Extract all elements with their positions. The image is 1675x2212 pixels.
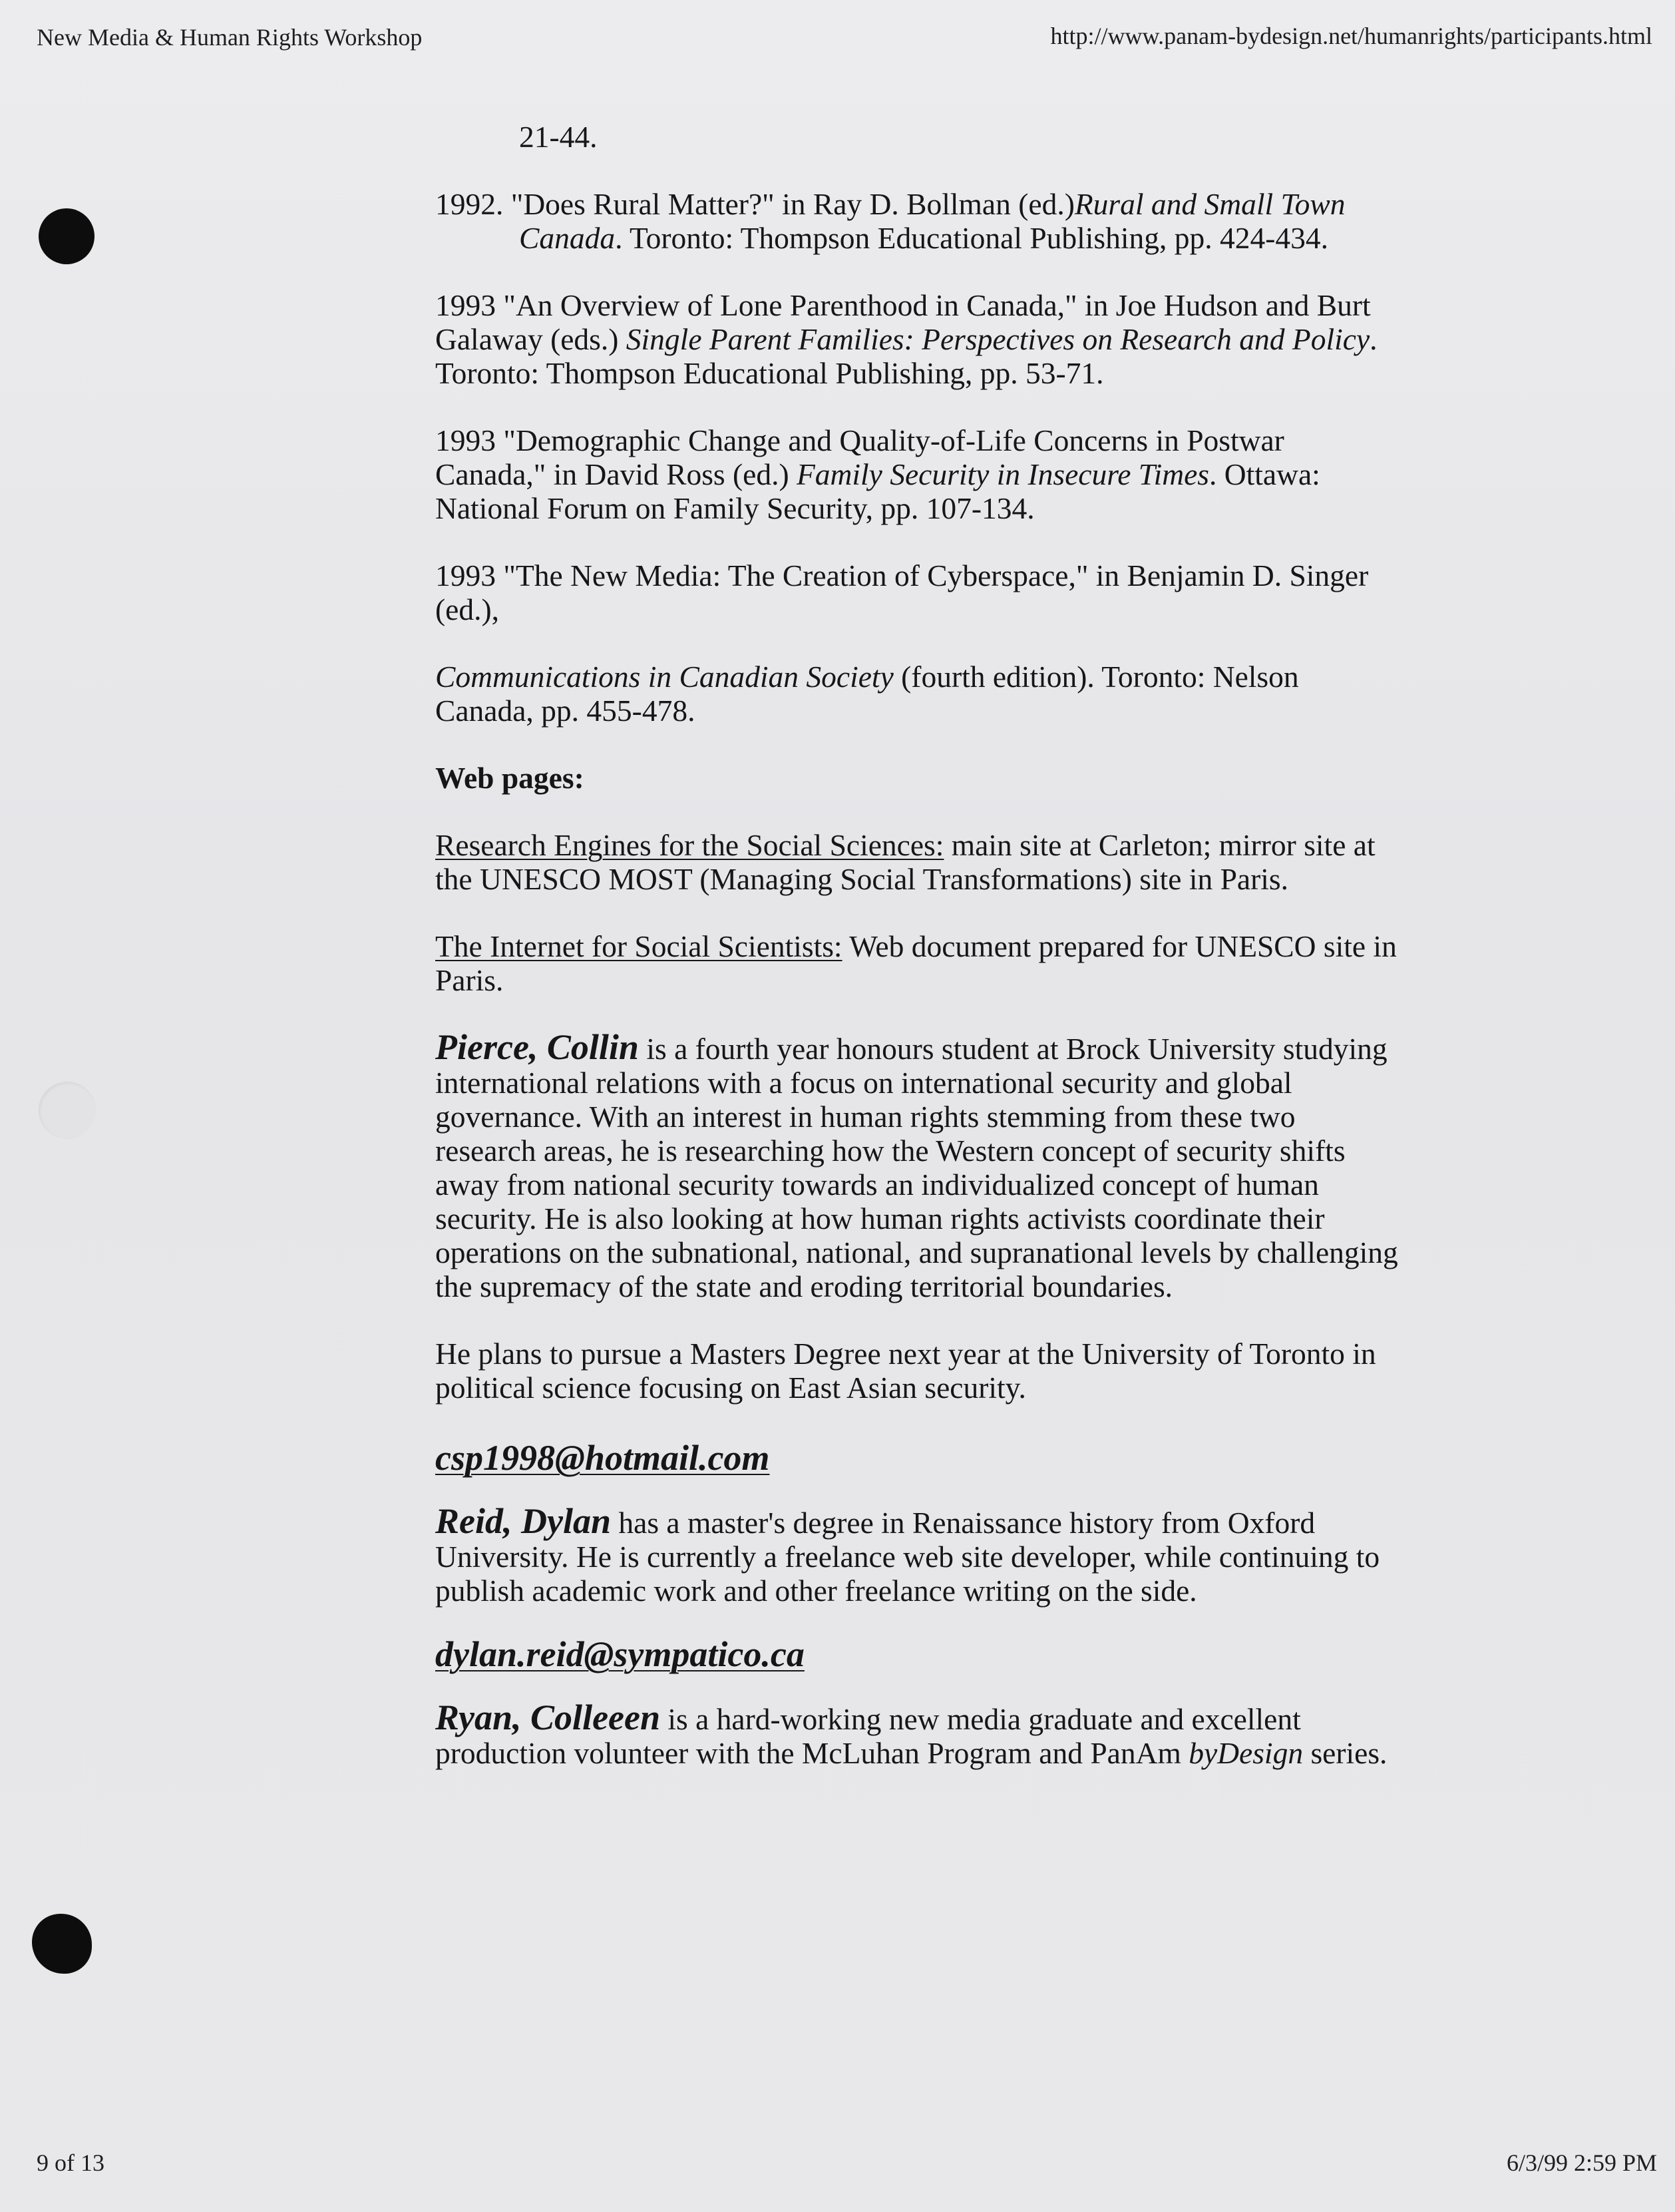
header-site-title: New Media & Human Rights Workshop xyxy=(37,24,423,51)
entry-text: 1993 "Demographic Change and Quality-of-Life Concerns in Postwar Canada," in David Ross (ed.) xyxy=(435,423,1284,491)
bibliography-continuation xyxy=(435,120,1400,154)
participant-email-link[interactable]: csp1998@hotmail.com xyxy=(435,1438,770,1478)
punch-hole-bottom xyxy=(32,1914,92,1974)
participant-ryan xyxy=(435,1697,1400,1770)
document-body xyxy=(435,120,1400,1803)
book-title: Rural and Small Town Canada xyxy=(519,187,1346,255)
entry-text: Web document prepared for UNESCO site in Paris. xyxy=(435,929,1397,997)
entry-text: 1992. "Does Rural Matter?" in Ray D. Bollman (ed.) xyxy=(435,187,1075,221)
book-title: Communications in Canadian Society xyxy=(435,660,894,694)
participant-bio: is a fourth year honours student at Brock University studying international relations with a focus on international security and global governance. With an interest in human rights stemming from these two research areas, he is researching how the Western concept of security shifts away from national security towards an individualized concept of human security. He is also looking at how human rights activists coordinate their operations on the subnational, national, and supranational levels by challenging the supremacy of the state and eroding territorial boundaries. xyxy=(435,1032,1398,1303)
web-page-entry-internet-social-scientists xyxy=(435,929,1400,997)
bibliography-entry-communications xyxy=(435,660,1400,728)
bibliography-entry-demographic-change xyxy=(435,423,1400,525)
participant-reid xyxy=(435,1501,1400,1608)
entry-text: . Toronto: Thompson Educational Publishing, pp. 53-71. xyxy=(435,322,1378,390)
participant-name: Reid, Dylan xyxy=(435,1501,611,1541)
bibliography-entry-new-media xyxy=(435,558,1400,626)
entry-text: . Toronto: Thompson Educational Publishing, pp. 424-434. xyxy=(615,221,1329,255)
participant-pierce-plans xyxy=(435,1337,1400,1405)
continuation-text: 21-44. xyxy=(519,120,598,154)
participant-bio: is a hard-working new media graduate and excellent production volunteer with the McLuhan Program and PanAm xyxy=(435,1702,1301,1770)
entry-text: 1993 "The New Media: The Creation of Cyberspace," in Benjamin D. Singer (ed.), xyxy=(435,558,1369,626)
header-url: http://www.panam-bydesign.net/humanrights/participants.html xyxy=(1050,23,1652,49)
web-page-entry-research-engines xyxy=(435,828,1400,896)
participant-bio: series. xyxy=(1303,1736,1388,1770)
punch-hole-top xyxy=(39,208,94,264)
participant-email-link[interactable]: dylan.reid@sympatico.ca xyxy=(435,1634,805,1674)
entry-text: . Ottawa: National Forum on Family Security, pp. 107-134. xyxy=(435,457,1320,525)
participant-bio: has a master's degree in Renaissance history from Oxford University. He is currently a freelance web site developer, while continuing to publish academic work and other freelance writing on the side. xyxy=(435,1506,1380,1608)
participant-bio-continued: He plans to pursue a Masters Degree next year at the University of Toronto in political science focusing on East Asian security. xyxy=(435,1337,1376,1405)
series-name: byDesign xyxy=(1189,1736,1304,1770)
participant-name: Ryan, Colleeen xyxy=(435,1697,661,1737)
entry-text: (fourth edition). Toronto: Nelson Canada, pp. 455-478. xyxy=(435,660,1299,728)
book-title: Single Parent Families: Perspectives on Research and Policy xyxy=(626,322,1370,356)
internet-social-scientists-link[interactable]: The Internet for Social Scientists: xyxy=(435,929,842,963)
page-number: 9 of 13 xyxy=(37,2149,104,2176)
punch-hole-middle xyxy=(39,1082,96,1139)
print-timestamp: 6/3/99 2:59 PM xyxy=(1506,2149,1657,2176)
web-pages-heading: Web pages: xyxy=(435,761,584,795)
participant-name: Pierce, Collin xyxy=(435,1027,639,1067)
entry-text: 1993 "An Overview of Lone Parenthood in Canada," in Joe Hudson and Burt Galaway (eds.) xyxy=(435,288,1371,356)
book-title: Family Security in Insecure Times xyxy=(796,457,1209,491)
bibliography-entry-1992 xyxy=(435,187,1400,255)
bibliography-entry-lone-parenthood xyxy=(435,288,1400,390)
research-engines-link[interactable]: Research Engines for the Social Sciences: xyxy=(435,828,944,862)
participant-pierce xyxy=(435,1027,1400,1303)
entry-text: main site at Carleton; mirror site at the UNESCO MOST (Managing Social Transformations) site in Paris. xyxy=(435,828,1376,896)
